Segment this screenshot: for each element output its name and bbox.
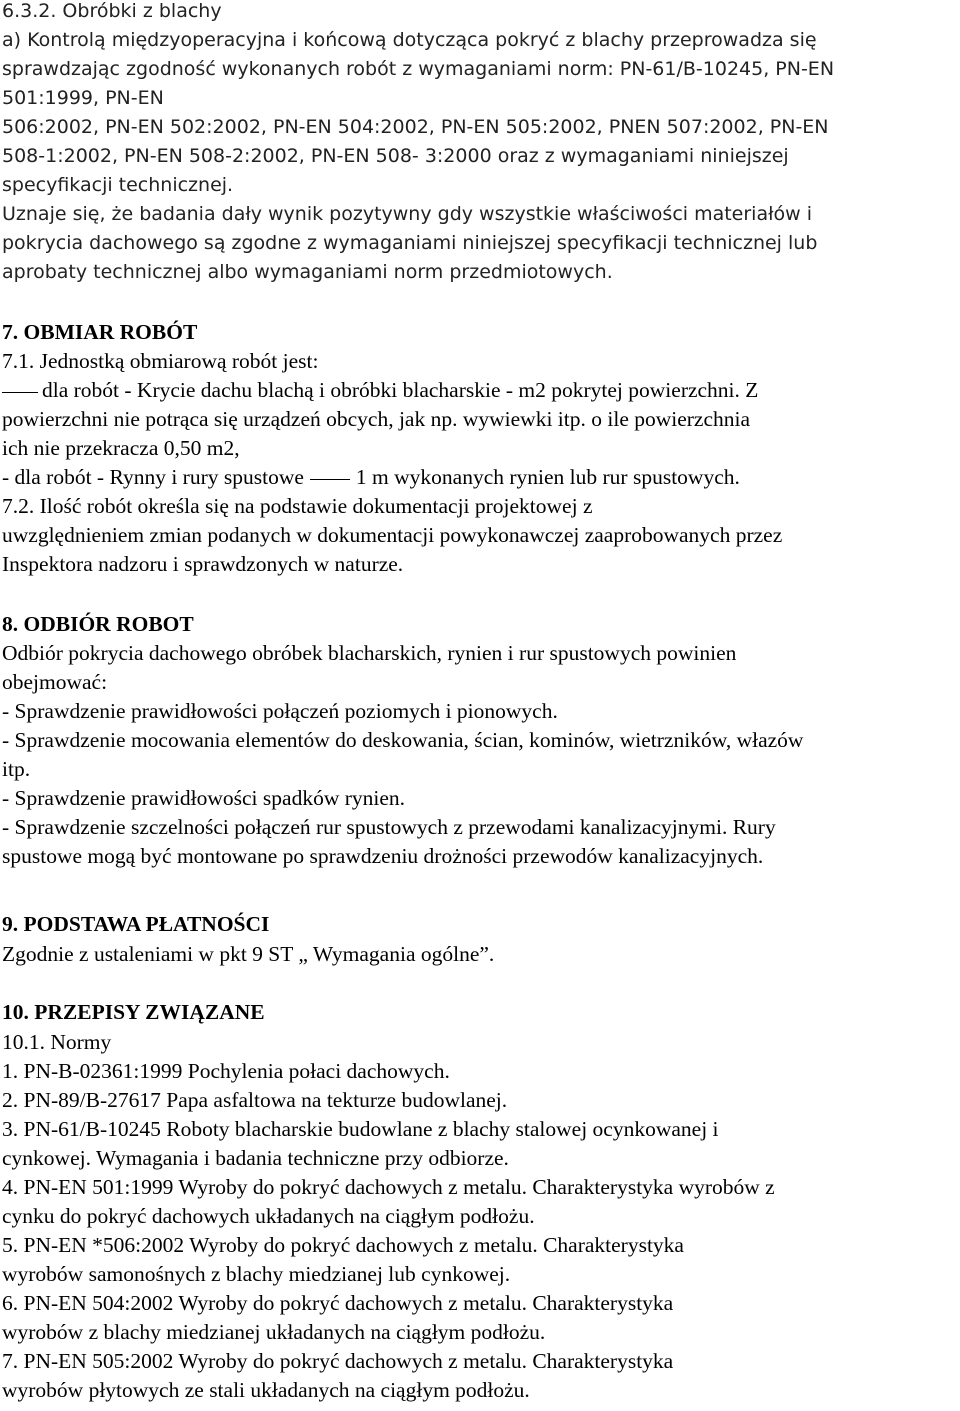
paragraph-line: Zgodnie z ustaleniami w pkt 9 ST „ Wymagania ogólne”.: [2, 942, 495, 966]
list-item: - Sprawdzenie mocowania elementów do deskowania, ścian, kominów, wietrzników, włazów: [2, 728, 804, 752]
list-item: 2. PN-89/B-27617 Papa asfaltowa na tekturze budowlanej.: [2, 1088, 508, 1112]
list-item: - Sprawdzenie prawidłowości połączeń poziomych i pionowych.: [2, 699, 558, 723]
list-item: 5. PN-EN *506:2002 Wyroby do pokryć dachowych z metalu. Charakterystyka: [2, 1233, 684, 1257]
paragraph-line: sprawdzając zgodność wykonanych robót z wymaganiami norm: PN-61/B-10245, PN-EN: [2, 58, 835, 80]
section-heading-7: 7. OBMIAR ROBÓT: [2, 320, 198, 344]
paragraph-line: 501:1999, PN-EN: [2, 87, 164, 109]
section-heading-8: 8. ODBIÓR ROBOT: [2, 612, 194, 636]
list-item: wyrobów samonośnych z blachy miedzianej lub cynkowej.: [2, 1262, 511, 1286]
list-item: spustowe mogą być montowane po sprawdzeniu drożności przewodów kanalizacyjnych.: [2, 844, 764, 868]
subsection-72: 7.2. Ilość robót określa się na podstawie dokumentacji projektowej z: [2, 494, 593, 518]
paragraph-line: Inspektora nadzoru i sprawdzonych w naturze.: [2, 552, 404, 576]
list-item: itp.: [2, 757, 31, 781]
paragraph-line: dla robót - Krycie dachu blachą i obróbki blacharskie - m2 pokrytej powierzchni. Z: [2, 376, 758, 405]
subsection-71: 7.1. Jednostką obmiarową robót jest:: [2, 349, 319, 373]
paragraph-line: Odbiór pokrycia dachowego obróbek blacharskich, rynien i rur spustowych powinien: [2, 641, 737, 665]
paragraph-line: - dla robót - Rynny i rury spustowe 1 m wykonanych rynien lub rur spustowych.: [2, 465, 740, 489]
paragraph-line: specyfikacji technicznej.: [2, 174, 234, 196]
paragraph-line: 508-1:2002, PN-EN 508-2:2002, PN-EN 508- 3:2000 oraz z wymaganiami niniejszej: [2, 145, 789, 167]
list-item: cynkowej. Wymagania i badania techniczne przy odbiorze.: [2, 1146, 509, 1170]
list-item: - Sprawdzenie szczelności połączeń rur spustowych z przewodami kanalizacyjnymi. Rury: [2, 815, 776, 839]
subsection-101: 10.1. Normy: [2, 1030, 112, 1054]
paragraph-line: aprobaty technicznej albo wymaganiami norm przedmiotowych.: [2, 261, 613, 283]
list-item: wyrobów z blachy miedzianej układanych na ciągłym podłożu.: [2, 1320, 546, 1344]
list-item: cynku do pokryć dachowych układanych na ciągłym podłożu.: [2, 1204, 535, 1228]
em-dash-line: [310, 479, 350, 480]
list-item: wyrobów płytowych ze stali układanych na ciągłym podłożu.: [2, 1378, 530, 1402]
list-item: 1. PN-B-02361:1999 Pochylenia połaci dachowych.: [2, 1059, 450, 1083]
section-heading-10: 10. PRZEPISY ZWIĄZANE: [2, 1000, 265, 1024]
paragraph-line: Uznaje się, że badania dały wynik pozytywny gdy wszystkie właściwości materiałów i: [2, 203, 812, 225]
paragraph-line: powierzchni nie potrąca się urządzeń obcych, jak np. wywiewki itp. o ile powierzchnia: [2, 407, 751, 431]
paragraph-line: a) Kontrolą międzyoperacyjna i końcową dotycząca pokryć z blachy przeprowadza się: [2, 29, 817, 51]
list-item: 4. PN-EN 501:1999 Wyroby do pokryć dachowych z metalu. Charakterystyka wyrobów z: [2, 1175, 775, 1199]
list-item: 6. PN-EN 504:2002 Wyroby do pokryć dachowych z metalu. Charakterystyka: [2, 1291, 674, 1315]
paragraph-line: ich nie przekracza 0,50 m2,: [2, 436, 240, 460]
paragraph-line: 506:2002, PN-EN 502:2002, PN-EN 504:2002, PN-EN 505:2002, PNEN 507:2002, PN-EN: [2, 116, 829, 138]
section-heading-632: 6.3.2. Obróbki z blachy: [2, 0, 222, 22]
list-item: 7. PN-EN 505:2002 Wyroby do pokryć dachowych z metalu. Charakterystyka: [2, 1349, 674, 1373]
paragraph-line: obejmować:: [2, 670, 108, 694]
em-dash-line: [2, 392, 38, 393]
paragraph-line: pokrycia dachowego są zgodne z wymaganiami niniejszej specyfikacji technicznej lub: [2, 232, 818, 254]
section-heading-9: 9. PODSTAWA PŁATNOŚCI: [2, 912, 270, 936]
list-item: 3. PN-61/B-10245 Roboty blacharskie budowlane z blachy stalowej ocynkowanej i: [2, 1117, 719, 1141]
paragraph-line: uwzględnieniem zmian podanych w dokumentacji powykonawczej zaaprobowanych przez: [2, 523, 783, 547]
list-item: - Sprawdzenie prawidłowości spadków rynien.: [2, 786, 406, 810]
